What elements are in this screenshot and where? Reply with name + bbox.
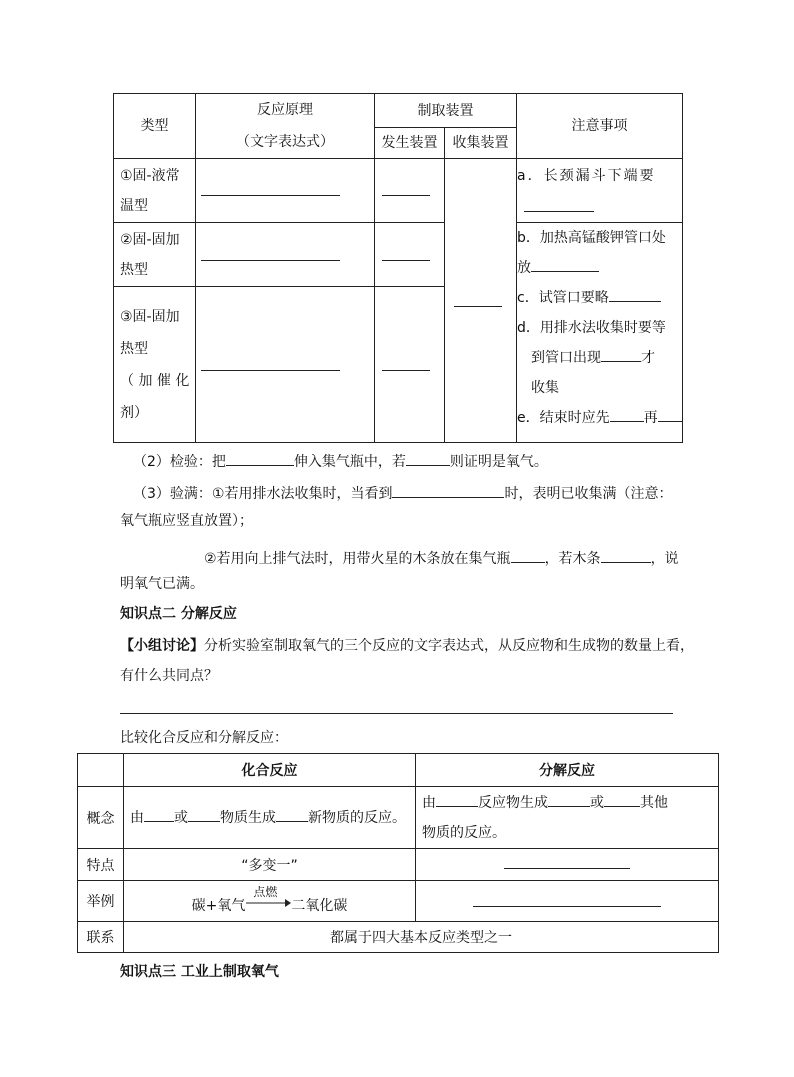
full-check-line: [133, 479, 672, 504]
dec-concept-d: 其他: [640, 794, 668, 811]
t2-decomp-concept: [416, 787, 719, 849]
compare-title: 比较化合反应和分解反应：: [120, 730, 288, 746]
row3-type-l2: 热型: [120, 340, 148, 357]
t2-header-decomp: [416, 754, 719, 787]
example-right: 二氧化碳: [291, 898, 348, 914]
header-principle-line1: 反应原理: [257, 102, 313, 118]
collect-blank[interactable]: [454, 306, 502, 307]
dec-concept-e: 物质的反应。: [422, 824, 506, 841]
note-e-line: [517, 403, 682, 433]
row1-principle-blank[interactable]: [201, 195, 340, 196]
upward-a: ②若用向上排气法时，用带火星的木条放在集气瓶: [204, 551, 511, 567]
upward-c: ，说: [650, 551, 679, 567]
relation-text: 都属于四大基本反应类型之一: [330, 930, 512, 946]
t2-row-example-text: 举例: [86, 894, 115, 910]
example-condition: 点燃: [253, 885, 278, 899]
row1-gen: [375, 159, 445, 223]
test-b: 伸入集气瓶中，若: [293, 454, 406, 470]
row2-principle: [196, 223, 375, 287]
note-d1: d．用排水法收集时要等: [517, 320, 666, 336]
discussion-text1: 分析实验室制取氧气的三个反应的文字表达式，从反应物和生成物的数量上看，: [204, 638, 694, 654]
header-device-text: 制取装置: [417, 102, 474, 119]
t2-decomp-feature: [416, 849, 719, 881]
oxygen-preparation-table: [113, 93, 683, 443]
t2-row-relation: [78, 922, 124, 953]
note-b2-line: [517, 253, 682, 283]
t2-relation: [124, 922, 719, 953]
test-a: （2）检验：把: [133, 454, 226, 470]
row1-type: [114, 159, 196, 223]
comb-feature-text: “多变一”: [241, 857, 298, 874]
t2-corner: [78, 754, 124, 787]
row1-gen-blank[interactable]: [382, 195, 430, 196]
discussion-answer-blank[interactable]: [120, 713, 673, 714]
comb-concept-c: 物质生成: [220, 809, 276, 826]
full-check-b: 时，表明已收集满（注意：: [504, 486, 673, 502]
row3-type-l4: 剂）: [120, 404, 148, 421]
t2-comb-concept: [124, 787, 416, 849]
comb-concept-a: 由: [130, 809, 144, 826]
header-gen-text: 发生装置: [381, 135, 438, 151]
row2-type: [114, 223, 196, 287]
note-b1: b．加热高锰酸钾管口处: [517, 230, 666, 246]
row2-type-l2: 热型: [120, 261, 148, 278]
note-d2-line: [517, 343, 682, 373]
t2-row-feature: [78, 849, 124, 881]
header-principle-line2: （文字表达式）: [236, 134, 334, 150]
header-type-text: 类型: [140, 118, 169, 134]
header-device: [375, 94, 517, 128]
header-type: [114, 94, 196, 159]
row3-principle-blank[interactable]: [201, 370, 340, 371]
upward-b: ，若木条: [544, 551, 601, 567]
example-left: 碳+氧气: [191, 898, 246, 914]
comb-concept-b: 或: [174, 809, 188, 826]
header-gen: [375, 128, 445, 159]
upward-line: [204, 544, 679, 569]
test-line: [133, 447, 548, 472]
header-collect: [445, 128, 517, 159]
header-collect-text: 收集装置: [452, 135, 509, 151]
collect-merged: [445, 159, 517, 443]
discussion-line1: [120, 636, 694, 656]
row2-type-l1: ②固-固加: [120, 231, 180, 248]
header-notes-text: 注意事项: [571, 118, 628, 134]
note-a-blank[interactable]: [524, 211, 594, 212]
note-e2: 再: [643, 410, 658, 426]
row2-gen: [375, 223, 445, 287]
note-e1: e．结束时应先: [517, 410, 610, 426]
t2-header-comb: [124, 754, 416, 787]
row1-principle: [196, 159, 375, 223]
note-d3: 收集: [531, 380, 559, 396]
note-a-cell: [517, 159, 683, 223]
row3-principle: [196, 287, 375, 443]
row1-type-l2: 温型: [120, 197, 148, 214]
test-c: 则证明是氧气。: [449, 454, 548, 470]
note-c: c．试管口要略: [517, 290, 609, 306]
notes-bcde-cell: [517, 223, 683, 443]
row3-type: [114, 287, 196, 443]
t2-comb-example: [124, 881, 416, 922]
t2-row-concept-text: 概念: [86, 810, 115, 827]
reaction-compare-table: [77, 753, 719, 953]
discussion-text2: 有什么共同点？: [120, 668, 218, 684]
reaction-arrow-icon: [245, 887, 291, 913]
row3-type-l1: ③固-固加: [120, 308, 180, 325]
note-d2b: 才: [641, 350, 655, 366]
t2-row-feature-text: 特点: [86, 857, 115, 874]
dec-concept-a: 由: [422, 794, 436, 811]
knowledge-point-3-title: 知识点三 工业上制取氧气: [120, 964, 279, 980]
dec-concept-c: 或: [590, 794, 604, 811]
note-a: a．长颈漏斗下端要: [517, 168, 656, 184]
knowledge-point-2-title: 知识点二 分解反应: [120, 606, 237, 622]
note-c-line: [517, 283, 682, 313]
t2-row-concept: [78, 787, 124, 849]
row1-type-l1: ①固-液常: [120, 167, 180, 184]
dec-concept-b: 反应物生成: [478, 794, 548, 811]
full-check-c: 氧气瓶应竖直放置）；: [120, 513, 253, 529]
t2-header-decomp-text: 分解反应: [539, 763, 595, 779]
discussion-tag: 【小组讨论】: [120, 638, 204, 654]
header-notes: [517, 94, 683, 159]
row3-gen-blank[interactable]: [382, 370, 430, 371]
t2-comb-feature: [124, 849, 416, 881]
row2-gen-blank[interactable]: [382, 260, 430, 261]
row3-gen: [375, 287, 445, 443]
header-principle: [196, 94, 375, 159]
row2-principle-blank[interactable]: [201, 260, 340, 261]
row3-type-l3: （ 加 催 化: [120, 372, 190, 389]
comb-concept-d: 新物质的反应。: [308, 809, 406, 826]
note-b2: 放: [517, 260, 531, 276]
upward-d: 明氧气已满。: [120, 576, 204, 592]
t2-header-comb-text: 化合反应: [241, 763, 298, 779]
t2-decomp-example: [416, 881, 719, 922]
example-arrow: [245, 887, 291, 913]
t2-row-example: [78, 881, 124, 922]
full-check-a: （3）验满：①若用排水法收集时，当看到: [133, 486, 393, 502]
t2-row-relation-text: 联系: [86, 930, 115, 946]
note-d2a: 到管口出现: [531, 350, 601, 366]
